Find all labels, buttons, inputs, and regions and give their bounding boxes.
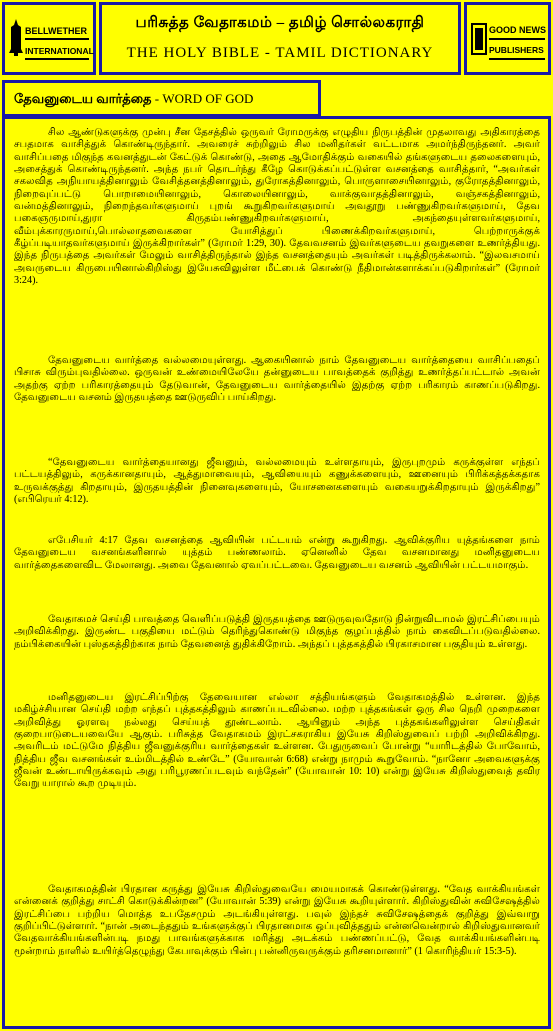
paragraph-6: மனிதனுடைய இரட்சிப்பிற்கு தேவையான எல்லா சத்தியங்களும் வேதாகமத்தில் உள்ளன. இந்த மகிழ்ச்சியான செய்தி மற்ற எந்தப் புத்தகத்திலும் காணப்படவில்லை. மற்ற புத்தகங்கள் ஒரு சில நெறி முறைகளை அறிவித்து ஓரளவு நல்லது செய்யத் தூண்டலாம். ஆயினும் அந்த புத்தகங்களிலுள்ள செய்திகள் குறைபாடுடையவையே ஆகும். பரிசுத்த வேதாகமம் இரட்சகராகிய இயேசு கிறிஸ்துவைப் பற்றி அறிவிக்கிறது. அவரிடம் மட்டுமே நித்திய ஜீவனுக்குரிய வார்த்தைகள் உள்ளன. பேதுருவைப் போன்று “யாரிடத்தில் போவோம், நித்திய ஜீவ வசனங்கள் உம்மிடத்தில் உண்டே” (யோவான் 6:68) என்று நாமும் கூறுவோம். “நானோ அவைகளுக்கு ஜீவன் உண்டாயிருக்கவும் அது பரிபூரணப்படவும் வந்தேன்” (யோவான் 10: 10) என்று இயேசு கிறிஸ்துவைத் தவிர வேறு யாரால் கூற முடியும். [14,692,540,790]
bellwether-logo-line1: BELLWETHER [25,26,87,36]
article-body [2,116,551,1029]
bellwether-logo [2,2,96,75]
paragraph-2: தேவனுடைய வார்த்தை வல்லமையுள்ளது. ஆகையினால் நாம் தேவனுடைய வார்த்தையை வாசிப்பதைப் பிசாசு விரும்புவதில்லை. ஒருவன் உண்மையிலேயே தன்னுடைய பாவத்தைக் குறித்து உணர்த்தப்பட்டால் அவன் அதற்கு ஏற்ற பரிகாரத்தையும் தேடுவான், தேவனுடைய வார்த்தையில் இதற்கு ஏற்ற பரிகாரம் காணப்படுகிறது. தேவனுடைய வசனம் இருதயத்தை ஊடுருவிப் பாய்கிறது. [14,355,540,404]
section-title-english: - WORD OF GOD [154,91,254,106]
paragraph-4: எபேசியர் 4:17 தேவ வசனத்தை ஆவியின் பட்டயம் என்று கூறுகிறது. ஆவிக்குரிய யுத்தங்களை நாம் தேவனுடைய வசனங்களினால் யுத்தம் பண்ணலாம். ஏனெனில் தேவ வசனமானது மனிதனுடைய வார்த்தைகளைவிட மேலானது. அவை தேவனால் ஏவப்பட்டவை. தேவனுடைய வசனம் ஆவியின் பட்டயமாகும். [14,535,540,571]
page-header [99,2,461,75]
title-english: THE HOLY BIBLE - TAMIL DICTIONARY [126,45,434,61]
paragraph-3: “தேவனுடைய வார்த்தையானது ஜீவனும், வல்லமையும் உள்ளதாயும், இருபுறமும் கருக்குள்ள எந்தப் பட்டயத்திலும், கருக்கானதாயும், ஆத்துமாவையும், ஆவியையும் கணுக்களையும், ஊனையும் பிரிக்கத்தக்கதாக உருவக்குத்து கிறதாயும், இருதயத்தின் நினைவுகளையும், யோசனைகளையும் வகையறுக்கிறதாயும் இருக்கிறது” (எபிரெயர் 4:12). [14,457,540,506]
bellwether-bell-icon [9,19,23,57]
good-news-book-icon [471,23,487,55]
title-tamil: பரிசுத்த வேதாகமம் – தமிழ் சொல்லகராதி [135,15,425,31]
paragraph-7: வேதாகமத்தின் பிரதான கருத்து இயேசு கிறிஸ்துவையே மையமாகக் கொண்டுள்ளது. “வேத வாக்கியங்கள் என்னைக் குறித்து சாட்சி கொடுக்கின்றன” (யோவான் 5:39) என்று இயேசு கூறியுள்ளார். கிறிஸ்துவின் சுவிசேஷத்தில் இரட்சிப்பை பற்றிய மொத்த உபதேசமும் அடங்கியுள்ளது. பவுல் இந்தச் சுவிசேஷத்தைக் குறித்து இவ்வாறு குறிப்பிட்டுள்ளார். “நான் அடைந்ததும் உங்களுக்குப் பிரதானமாக ஒப்புவித்ததும் என்னவென்றால் கிறிஸ்துவானவர் வேதவாக்கியங்களின்படி நமது பாவங்களுக்காக மரித்து அடக்கம் பண்ணப்பட்டு, வேத வாக்கியங்களின்படி மூன்றாம் நாளில் உயிர்த்தெழுந்து கேபாவுக்கும் பின்பு பன்னிருவருக்கும் தரிசனமானார்” (1 கொரிந்தியர் 15:3-5). [14,884,540,957]
good-news-logo-line2: PUBLISHERS [489,45,544,55]
good-news-logo-line1: GOOD NEWS [489,25,547,35]
paragraph-5: வேதாகமச் செய்தி பாவத்தை வெளிப்படுத்தி இருதயத்தை ஊடுருவுவதோடு நின்றுவிடாமல் இரட்சிப்பையும் அறிவிக்கிறது. இருண்ட பகுதியை மட்டும் தெரிந்துகொண்டு மிகுந்த குழப்பத்தில் நாம் கைவிடப்படுவதில்லை. நம்பிக்கையின் புஸ்தகத்திற்காக நாம் தேவனைத் துதிக்கிறோம். அந்தப் புத்தகத்தில் பிரகாசமான பகுதியும் உள்ளது. [14,614,540,650]
paragraph-1: சில ஆண்டுகளுக்கு முன்பு சீன தேசத்தில் ஒருவர் ரோமருக்கு எழுதிய நிருபத்தின் முதலாவது அதிகாரத்தை சபதமாக வாசித்துக் கொண்டிருந்தார். அவரைச் சுற்றிலும் சில மனிதர்கள் வட்டமாக அமர்ந்திருந்தனர். அவர் வாசிப்பதை மிகுந்த கவனத்துடன் கேட்டுக் கொண்டு, அதை ஆமோதிக்கும் வகையில் தங்களுடைய தலைகளையும், அசைத்துக் கொண்டிருந்தனர். அந்த நபர் தொடர்ந்து கீழே கொடுக்கப்பட்டுள்ள வசனத்தை வாசித்தார், “அவர்கள் சகலவித அநியாயத்தினாலும் வேசித்தனத்தினாலும், துரோகத்தினாலும், பொருளாசையினாலும், குரோதத்தினாலும், நிறைவுப்பட்டு பொறாமையினாலும், கொலையினாலும், வாக்குவாதத்தினாலும், வஞ்சகத்தினாலும், வன்மத்தினாலும், நிறைந்தவர்களுமாய் புறங் கூறுகிறவர்களுமாய் அவதூறு பண்ணுகிறவர்களுமாய், தேவ பகைஞருமாய்,துரா கிருதம்பண்ணுகிறவர்களுமாய், அகந்தையுள்ளவர்களுமாய், வீம்புக்காரருமாய்,பொல்லாதவைகளை யோசித்துப் பிணைக்கிறவர்களுமாய், பெற்றாருக்குக் கீழ்ப்படியாதவர்களுமாய் இருக்கிறார்கள்” (ரோமர் 1:29, 30). தேவவசனம் இவர்களுடைய தவறுகளை உணர்த்தியது. இந்த நிருபத்தை அவர்கள் மேலும் வாசித்திருந்தால் இந்த வசனத்தையும் அவர்கள் படித்திருக்கலாம். “இலவசமாய் அவருடைய கிருபையினால்கிறிஸ்து இயேசுவிலுள்ள மீட்பைக் கொண்டு நீதிமான்களாக்கப்படுகிறார்கள்” (ரோமர் 3:24). [14,127,540,287]
section-title-tamil: தேவனுடைய வார்த்தை [14,91,152,106]
bellwether-logo-line2: INTERNATIONAL [25,46,94,56]
section-heading [2,80,321,117]
good-news-logo [464,2,551,75]
